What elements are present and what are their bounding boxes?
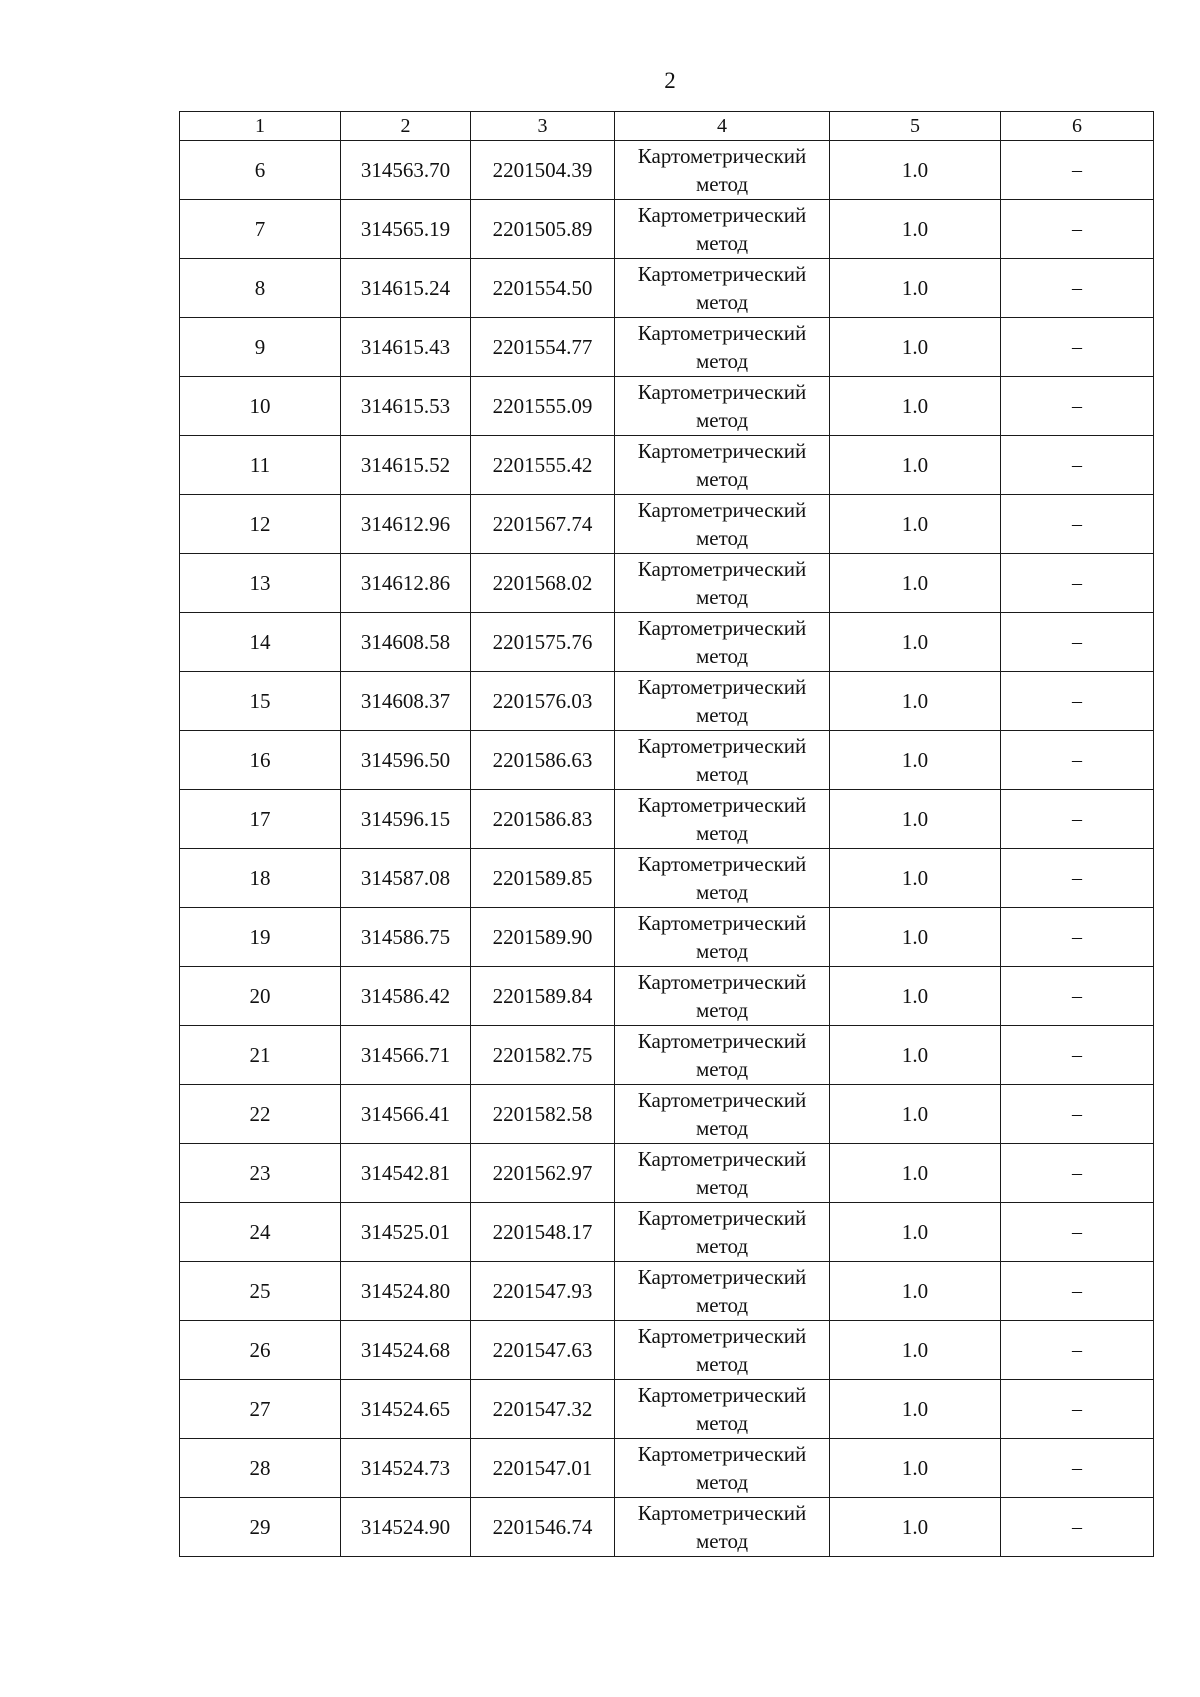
method-cell	[615, 849, 830, 908]
x-coordinate-cell: 314524.65	[341, 1380, 471, 1439]
note-cell: –	[1001, 1026, 1154, 1085]
table-row	[180, 436, 1154, 495]
note-cell: –	[1001, 141, 1154, 200]
method-cell	[615, 1498, 830, 1557]
method-text: Картометрический метод	[637, 321, 807, 373]
method-text: Картометрический метод	[637, 1324, 807, 1376]
note-cell: –	[1001, 613, 1154, 672]
method-cell	[615, 731, 830, 790]
point-number-cell: 19	[180, 908, 341, 967]
header-cell-1: 1	[180, 112, 341, 141]
accuracy-cell: 1.0	[830, 377, 1001, 436]
point-number-cell: 28	[180, 1439, 341, 1498]
method-text: Картометрический метод	[637, 970, 807, 1022]
method-text: Картометрический метод	[637, 203, 807, 255]
table-row	[180, 200, 1154, 259]
x-coordinate-cell: 314586.75	[341, 908, 471, 967]
header-cell-3: 3	[471, 112, 615, 141]
y-coordinate-cell: 2201547.01	[471, 1439, 615, 1498]
page-number: 2	[664, 68, 676, 93]
y-coordinate-cell: 2201548.17	[471, 1203, 615, 1262]
point-number-cell: 15	[180, 672, 341, 731]
x-coordinate-cell: 314563.70	[341, 141, 471, 200]
accuracy-cell: 1.0	[830, 554, 1001, 613]
note-cell: –	[1001, 259, 1154, 318]
point-number-cell: 20	[180, 967, 341, 1026]
table-row	[180, 1262, 1154, 1321]
x-coordinate-cell: 314524.68	[341, 1321, 471, 1380]
table-row	[180, 1380, 1154, 1439]
method-text: Картометрический метод	[637, 557, 807, 609]
note-cell: –	[1001, 1439, 1154, 1498]
method-text: Картометрический метод	[637, 262, 807, 314]
note-cell: –	[1001, 672, 1154, 731]
point-number-cell: 18	[180, 849, 341, 908]
y-coordinate-cell: 2201546.74	[471, 1498, 615, 1557]
y-coordinate-cell: 2201562.97	[471, 1144, 615, 1203]
accuracy-cell: 1.0	[830, 200, 1001, 259]
y-coordinate-cell: 2201547.32	[471, 1380, 615, 1439]
table-row	[180, 1321, 1154, 1380]
method-cell	[615, 318, 830, 377]
method-cell	[615, 967, 830, 1026]
point-number-cell: 24	[180, 1203, 341, 1262]
x-coordinate-cell: 314586.42	[341, 967, 471, 1026]
method-cell	[615, 1085, 830, 1144]
y-coordinate-cell: 2201589.84	[471, 967, 615, 1026]
x-coordinate-cell: 314615.52	[341, 436, 471, 495]
y-coordinate-cell: 2201576.03	[471, 672, 615, 731]
method-cell	[615, 377, 830, 436]
point-number-cell: 23	[180, 1144, 341, 1203]
x-coordinate-cell: 314612.86	[341, 554, 471, 613]
note-cell: –	[1001, 908, 1154, 967]
note-cell: –	[1001, 731, 1154, 790]
accuracy-cell: 1.0	[830, 1380, 1001, 1439]
point-number-cell: 22	[180, 1085, 341, 1144]
method-cell	[615, 1380, 830, 1439]
method-text: Картометрический метод	[637, 734, 807, 786]
note-cell: –	[1001, 1085, 1154, 1144]
point-number-cell: 29	[180, 1498, 341, 1557]
point-number-cell: 10	[180, 377, 341, 436]
y-coordinate-cell: 2201554.77	[471, 318, 615, 377]
y-coordinate-cell: 2201586.63	[471, 731, 615, 790]
accuracy-cell: 1.0	[830, 1203, 1001, 1262]
x-coordinate-cell: 314615.43	[341, 318, 471, 377]
table-header	[180, 112, 1154, 141]
method-text: Картометрический метод	[637, 1383, 807, 1435]
method-text: Картометрический метод	[637, 852, 807, 904]
accuracy-cell: 1.0	[830, 1085, 1001, 1144]
method-cell	[615, 436, 830, 495]
note-cell: –	[1001, 495, 1154, 554]
y-coordinate-cell: 2201582.58	[471, 1085, 615, 1144]
point-number-cell: 7	[180, 200, 341, 259]
method-cell	[615, 1144, 830, 1203]
method-cell	[615, 790, 830, 849]
table-row	[180, 495, 1154, 554]
note-cell: –	[1001, 377, 1154, 436]
x-coordinate-cell: 314565.19	[341, 200, 471, 259]
table-row	[180, 1498, 1154, 1557]
method-text: Картометрический метод	[637, 793, 807, 845]
point-number-cell: 9	[180, 318, 341, 377]
table-row	[180, 908, 1154, 967]
point-number-cell: 25	[180, 1262, 341, 1321]
accuracy-cell: 1.0	[830, 1144, 1001, 1203]
note-cell: –	[1001, 200, 1154, 259]
method-cell	[615, 141, 830, 200]
note-cell: –	[1001, 967, 1154, 1026]
table-row	[180, 1085, 1154, 1144]
table-row	[180, 259, 1154, 318]
table-row	[180, 613, 1154, 672]
method-text: Картометрический метод	[637, 911, 807, 963]
y-coordinate-cell: 2201547.63	[471, 1321, 615, 1380]
y-coordinate-cell: 2201554.50	[471, 259, 615, 318]
note-cell: –	[1001, 436, 1154, 495]
table-body	[180, 141, 1154, 1557]
table-row	[180, 672, 1154, 731]
y-coordinate-cell: 2201589.85	[471, 849, 615, 908]
point-number-cell: 14	[180, 613, 341, 672]
accuracy-cell: 1.0	[830, 259, 1001, 318]
table-row	[180, 1144, 1154, 1203]
table-row	[180, 141, 1154, 200]
x-coordinate-cell: 314566.41	[341, 1085, 471, 1144]
method-text: Картометрический метод	[637, 1029, 807, 1081]
header-cell-4: 4	[615, 112, 830, 141]
x-coordinate-cell: 314566.71	[341, 1026, 471, 1085]
accuracy-cell: 1.0	[830, 790, 1001, 849]
header-cell-2: 2	[341, 112, 471, 141]
accuracy-cell: 1.0	[830, 613, 1001, 672]
y-coordinate-cell: 2201589.90	[471, 908, 615, 967]
table-row	[180, 849, 1154, 908]
note-cell: –	[1001, 1144, 1154, 1203]
accuracy-cell: 1.0	[830, 495, 1001, 554]
method-cell	[615, 200, 830, 259]
note-cell: –	[1001, 1321, 1154, 1380]
x-coordinate-cell: 314542.81	[341, 1144, 471, 1203]
point-number-cell: 12	[180, 495, 341, 554]
table-row	[180, 1439, 1154, 1498]
method-cell	[615, 1203, 830, 1262]
method-text: Картометрический метод	[637, 1147, 807, 1199]
x-coordinate-cell: 314596.15	[341, 790, 471, 849]
y-coordinate-cell: 2201547.93	[471, 1262, 615, 1321]
point-number-cell: 11	[180, 436, 341, 495]
x-coordinate-cell: 314612.96	[341, 495, 471, 554]
point-number-cell: 13	[180, 554, 341, 613]
y-coordinate-cell: 2201568.02	[471, 554, 615, 613]
accuracy-cell: 1.0	[830, 436, 1001, 495]
method-cell	[615, 613, 830, 672]
y-coordinate-cell: 2201505.89	[471, 200, 615, 259]
x-coordinate-cell: 314615.53	[341, 377, 471, 436]
table-row	[180, 318, 1154, 377]
accuracy-cell: 1.0	[830, 1321, 1001, 1380]
table-row	[180, 1026, 1154, 1085]
point-number-cell: 6	[180, 141, 341, 200]
point-number-cell: 26	[180, 1321, 341, 1380]
table-row	[180, 1203, 1154, 1262]
x-coordinate-cell: 314524.80	[341, 1262, 471, 1321]
y-coordinate-cell: 2201586.83	[471, 790, 615, 849]
coordinates-table	[179, 111, 1154, 1557]
note-cell: –	[1001, 1380, 1154, 1439]
accuracy-cell: 1.0	[830, 849, 1001, 908]
method-text: Картометрический метод	[637, 1206, 807, 1258]
note-cell: –	[1001, 790, 1154, 849]
x-coordinate-cell: 314608.58	[341, 613, 471, 672]
x-coordinate-cell: 314596.50	[341, 731, 471, 790]
method-cell	[615, 1026, 830, 1085]
note-cell: –	[1001, 849, 1154, 908]
point-number-cell: 17	[180, 790, 341, 849]
table-row	[180, 731, 1154, 790]
method-text: Картометрический метод	[637, 439, 807, 491]
table-row	[180, 790, 1154, 849]
y-coordinate-cell: 2201575.76	[471, 613, 615, 672]
y-coordinate-cell: 2201555.42	[471, 436, 615, 495]
method-cell	[615, 908, 830, 967]
x-coordinate-cell: 314615.24	[341, 259, 471, 318]
method-cell	[615, 554, 830, 613]
accuracy-cell: 1.0	[830, 141, 1001, 200]
table-row	[180, 554, 1154, 613]
accuracy-cell: 1.0	[830, 1026, 1001, 1085]
point-number-cell: 8	[180, 259, 341, 318]
y-coordinate-cell: 2201567.74	[471, 495, 615, 554]
method-text: Картометрический метод	[637, 380, 807, 432]
note-cell: –	[1001, 1203, 1154, 1262]
point-number-cell: 16	[180, 731, 341, 790]
method-text: Картометрический метод	[637, 1265, 807, 1317]
header-cell-6: 6	[1001, 112, 1154, 141]
accuracy-cell: 1.0	[830, 672, 1001, 731]
method-cell	[615, 495, 830, 554]
accuracy-cell: 1.0	[830, 1439, 1001, 1498]
method-text: Картометрический метод	[637, 1442, 807, 1494]
x-coordinate-cell: 314608.37	[341, 672, 471, 731]
accuracy-cell: 1.0	[830, 1498, 1001, 1557]
point-number-cell: 21	[180, 1026, 341, 1085]
note-cell: –	[1001, 318, 1154, 377]
x-coordinate-cell: 314587.08	[341, 849, 471, 908]
x-coordinate-cell: 314524.73	[341, 1439, 471, 1498]
table-row	[180, 377, 1154, 436]
method-text: Картометрический метод	[637, 498, 807, 550]
header-cell-5: 5	[830, 112, 1001, 141]
accuracy-cell: 1.0	[830, 908, 1001, 967]
x-coordinate-cell: 314525.01	[341, 1203, 471, 1262]
note-cell: –	[1001, 1498, 1154, 1557]
note-cell: –	[1001, 1262, 1154, 1321]
accuracy-cell: 1.0	[830, 967, 1001, 1026]
accuracy-cell: 1.0	[830, 731, 1001, 790]
method-cell	[615, 259, 830, 318]
method-text: Картометрический метод	[637, 1501, 807, 1553]
y-coordinate-cell: 2201582.75	[471, 1026, 615, 1085]
method-cell	[615, 1439, 830, 1498]
x-coordinate-cell: 314524.90	[341, 1498, 471, 1557]
accuracy-cell: 1.0	[830, 318, 1001, 377]
method-text: Картометрический метод	[637, 616, 807, 668]
method-cell	[615, 1262, 830, 1321]
note-cell: –	[1001, 554, 1154, 613]
header-row	[180, 112, 1154, 141]
method-text: Картометрический метод	[637, 144, 807, 196]
method-text: Картометрический метод	[637, 675, 807, 727]
y-coordinate-cell: 2201504.39	[471, 141, 615, 200]
method-text: Картометрический метод	[637, 1088, 807, 1140]
point-number-cell: 27	[180, 1380, 341, 1439]
table-row	[180, 967, 1154, 1026]
method-cell	[615, 672, 830, 731]
method-cell	[615, 1321, 830, 1380]
y-coordinate-cell: 2201555.09	[471, 377, 615, 436]
accuracy-cell: 1.0	[830, 1262, 1001, 1321]
